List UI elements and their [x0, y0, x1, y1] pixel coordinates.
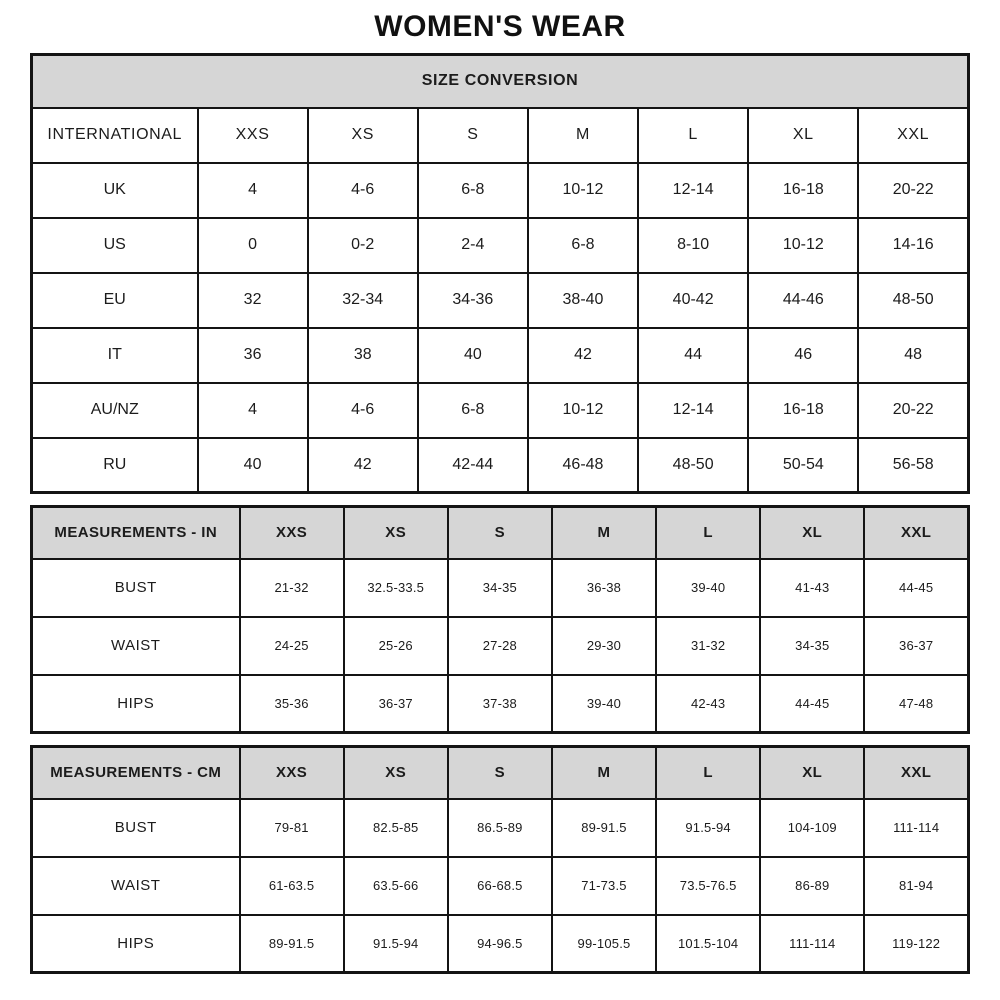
- size-column-header: XS: [344, 507, 448, 559]
- size-value: 8-10: [638, 218, 748, 273]
- size-value: 24-25: [240, 617, 344, 675]
- size-value: 16-18: [748, 163, 858, 218]
- table-row: [32, 857, 969, 915]
- size-value: 12-14: [638, 383, 748, 438]
- size-column-header: XL: [760, 507, 864, 559]
- size-value: 119-122: [864, 915, 968, 973]
- size-value: 16-18: [748, 383, 858, 438]
- size-value: 20-22: [858, 163, 968, 218]
- size-value: 36-38: [552, 559, 656, 617]
- size-column-header: XL: [760, 747, 864, 799]
- size-value: 32.5-33.5: [344, 559, 448, 617]
- size-value: 34-35: [760, 617, 864, 675]
- size-value: 32: [198, 273, 308, 328]
- size-value: 91.5-94: [656, 799, 760, 857]
- size-value: 6-8: [528, 218, 638, 273]
- table-row: [32, 559, 969, 617]
- size-value: 6-8: [418, 383, 528, 438]
- section-header: SIZE CONVERSION: [32, 55, 969, 108]
- size-column-header: S: [418, 108, 528, 163]
- row-label: HIPS: [32, 915, 240, 973]
- size-value: 46-48: [528, 438, 638, 493]
- measurements-cm-table: [30, 745, 970, 974]
- size-value: 73.5-76.5: [656, 857, 760, 915]
- size-value: 44-45: [864, 559, 968, 617]
- size-column-header: XS: [344, 747, 448, 799]
- size-value: 81-94: [864, 857, 968, 915]
- size-value: 94-96.5: [448, 915, 552, 973]
- size-value: 48: [858, 328, 968, 383]
- size-guide-page: [30, 0, 970, 974]
- size-column-header: XXS: [240, 747, 344, 799]
- table-row: [32, 675, 969, 733]
- size-value: 38: [308, 328, 418, 383]
- row-label: US: [32, 218, 198, 273]
- size-value: 91.5-94: [344, 915, 448, 973]
- size-column-header: L: [656, 507, 760, 559]
- size-value: 37-38: [448, 675, 552, 733]
- size-value: 46: [748, 328, 858, 383]
- size-value: 48-50: [858, 273, 968, 328]
- size-value: 10-12: [528, 163, 638, 218]
- row-label: BUST: [32, 559, 240, 617]
- size-value: 66-68.5: [448, 857, 552, 915]
- row-label: IT: [32, 328, 198, 383]
- size-value: 4-6: [308, 383, 418, 438]
- table-row: [32, 273, 969, 328]
- row-label: HIPS: [32, 675, 240, 733]
- size-value: 48-50: [638, 438, 748, 493]
- size-value: 10-12: [748, 218, 858, 273]
- table-row: [32, 383, 969, 438]
- table-row: [32, 328, 969, 383]
- size-value: 6-8: [418, 163, 528, 218]
- size-value: 71-73.5: [552, 857, 656, 915]
- size-value: 34-35: [448, 559, 552, 617]
- size-column-header: XS: [308, 108, 418, 163]
- size-value: 41-43: [760, 559, 864, 617]
- size-value: 111-114: [864, 799, 968, 857]
- row-label: BUST: [32, 799, 240, 857]
- size-value: 40: [418, 328, 528, 383]
- size-value: 42-43: [656, 675, 760, 733]
- size-value: 104-109: [760, 799, 864, 857]
- size-column-header: XXS: [198, 108, 308, 163]
- size-value: 50-54: [748, 438, 858, 493]
- size-value: 0-2: [308, 218, 418, 273]
- size-conversion-table: [30, 53, 970, 494]
- size-column-header: XXL: [858, 108, 968, 163]
- size-value: 4: [198, 163, 308, 218]
- size-value: 0: [198, 218, 308, 273]
- size-value: 12-14: [638, 163, 748, 218]
- size-value: 40-42: [638, 273, 748, 328]
- size-value: 40: [198, 438, 308, 493]
- size-value: 63.5-66: [344, 857, 448, 915]
- size-value: 2-4: [418, 218, 528, 273]
- size-value: 42-44: [418, 438, 528, 493]
- row-label: RU: [32, 438, 198, 493]
- size-column-header: XXL: [864, 747, 968, 799]
- table-row: [32, 218, 969, 273]
- size-value: 44: [638, 328, 748, 383]
- page-title: WOMEN'S WEAR: [374, 10, 626, 43]
- size-column-header: S: [448, 507, 552, 559]
- size-value: 27-28: [448, 617, 552, 675]
- size-value: 21-32: [240, 559, 344, 617]
- section-header: MEASUREMENTS - CM: [32, 747, 240, 799]
- row-label: EU: [32, 273, 198, 328]
- size-value: 39-40: [552, 675, 656, 733]
- size-value: 82.5-85: [344, 799, 448, 857]
- size-value: 39-40: [656, 559, 760, 617]
- size-column-header: S: [448, 747, 552, 799]
- size-value: 101.5-104: [656, 915, 760, 973]
- row-label: WAIST: [32, 857, 240, 915]
- size-column-header: M: [528, 108, 638, 163]
- row-label: WAIST: [32, 617, 240, 675]
- table-row: [32, 915, 969, 973]
- size-value: 61-63.5: [240, 857, 344, 915]
- size-value: 44-45: [760, 675, 864, 733]
- corner-header: INTERNATIONAL: [32, 108, 198, 163]
- size-value: 25-26: [344, 617, 448, 675]
- size-value: 34-36: [418, 273, 528, 328]
- size-value: 31-32: [656, 617, 760, 675]
- size-value: 89-91.5: [240, 915, 344, 973]
- size-value: 36-37: [344, 675, 448, 733]
- table-row: [32, 438, 969, 493]
- size-value: 38-40: [528, 273, 638, 328]
- row-label: AU/NZ: [32, 383, 198, 438]
- size-column-header: XL: [748, 108, 858, 163]
- size-value: 36: [198, 328, 308, 383]
- size-column-header: XXS: [240, 507, 344, 559]
- size-value: 35-36: [240, 675, 344, 733]
- size-value: 42: [308, 438, 418, 493]
- size-value: 36-37: [864, 617, 968, 675]
- table-row: [32, 799, 969, 857]
- section-header: MEASUREMENTS - IN: [32, 507, 240, 559]
- size-value: 47-48: [864, 675, 968, 733]
- size-value: 89-91.5: [552, 799, 656, 857]
- size-value: 29-30: [552, 617, 656, 675]
- size-value: 56-58: [858, 438, 968, 493]
- size-value: 4-6: [308, 163, 418, 218]
- table-row: [32, 617, 969, 675]
- size-value: 10-12: [528, 383, 638, 438]
- size-column-header: XXL: [864, 507, 968, 559]
- size-value: 86-89: [760, 857, 864, 915]
- size-value: 42: [528, 328, 638, 383]
- size-value: 86.5-89: [448, 799, 552, 857]
- size-value: 14-16: [858, 218, 968, 273]
- size-column-header: M: [552, 747, 656, 799]
- size-value: 111-114: [760, 915, 864, 973]
- size-value: 79-81: [240, 799, 344, 857]
- size-column-header: M: [552, 507, 656, 559]
- size-value: 32-34: [308, 273, 418, 328]
- size-value: 20-22: [858, 383, 968, 438]
- row-label: UK: [32, 163, 198, 218]
- size-value: 99-105.5: [552, 915, 656, 973]
- measurements-in-table: [30, 505, 970, 734]
- size-column-header: L: [638, 108, 748, 163]
- size-value: 44-46: [748, 273, 858, 328]
- table-row: [32, 163, 969, 218]
- size-column-header: L: [656, 747, 760, 799]
- size-value: 4: [198, 383, 308, 438]
